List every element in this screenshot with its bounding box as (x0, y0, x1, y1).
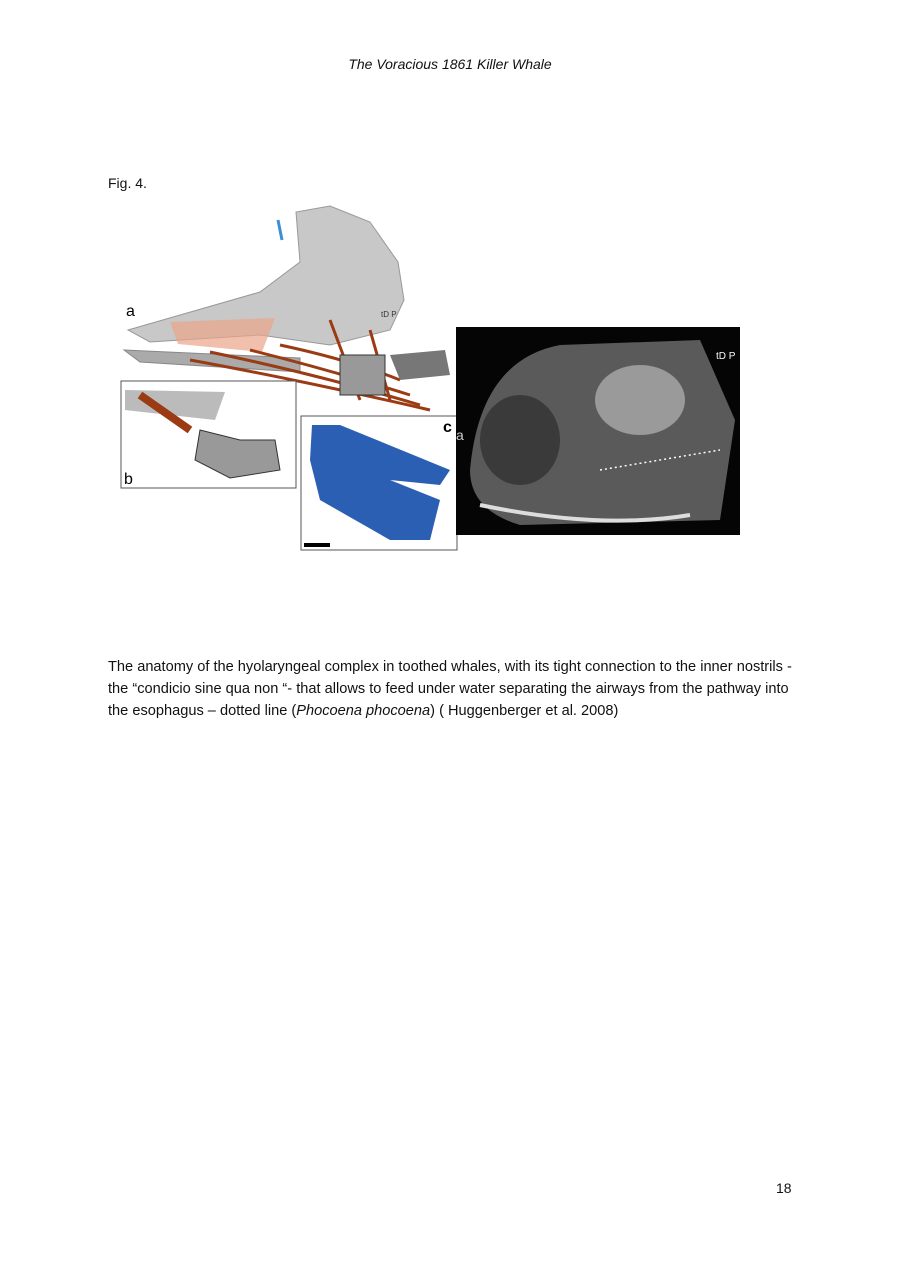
panel-b (121, 381, 296, 488)
panel-a-orientation-label: tD P (381, 310, 397, 319)
panel-mri-letter: a (456, 427, 464, 443)
panel-c (301, 416, 457, 550)
panel-c-letter: c (443, 419, 452, 436)
figure-caption (108, 656, 808, 722)
caption-citation: ) ( Huggenberger et al. 2008) (430, 703, 619, 719)
mri-orientation-label: tD P (716, 351, 736, 362)
figure-label: Fig. 4. (108, 175, 147, 191)
running-header: The Voracious 1861 Killer Whale (348, 56, 552, 72)
page-number: 18 (776, 1180, 792, 1196)
caption-text: The anatomy of the hyolaryngeal complex in toothed whales, with its tight connection to the inner nostrils - the “condicio sine qua non “- that allows to feed under water separating the airways from the pathway into the esophagus – dotted line ( (108, 659, 792, 719)
caption-species: Phocoena phocoena (296, 703, 431, 719)
panel-a-skull (124, 206, 450, 410)
panel-mri (456, 327, 740, 535)
panel-a-letter: a (126, 303, 135, 320)
figure-4-illustration (0, 0, 900, 600)
panel-b-letter: b (124, 471, 133, 488)
